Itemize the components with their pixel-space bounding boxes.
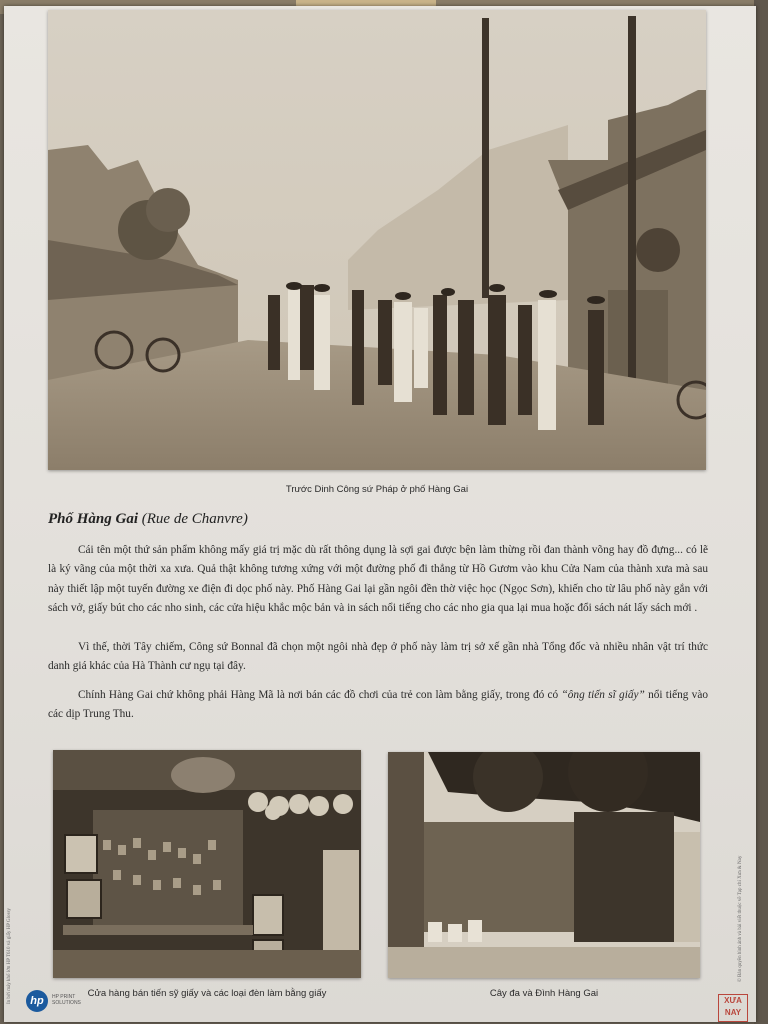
print-credit bbox=[7, 876, 17, 1006]
copyright-credit-text: © Bản quyền hình ảnh và bài viết thuộc về Tạp chí Xưa & Nay bbox=[738, 855, 743, 982]
copyright-credit bbox=[738, 855, 748, 984]
hp-sponsor-text: HP PRINT SOLUTIONS bbox=[52, 994, 81, 1006]
article-title-main: Phố Hàng Gai bbox=[48, 511, 139, 527]
article-title bbox=[48, 511, 248, 528]
right-photo-banyan-temple bbox=[388, 752, 700, 978]
left-photo-paper-shop bbox=[53, 750, 361, 978]
exhibit-board bbox=[4, 6, 756, 1022]
print-credit-text: In bởi máy khổ lớn HP T610 và giấy HP Glossy bbox=[7, 908, 12, 1004]
paragraph-3-end: nổi tiếng vào các dịp Trung Thu. bbox=[48, 689, 708, 721]
hp-logo-icon: hp bbox=[26, 990, 48, 1012]
paragraph-3 bbox=[48, 686, 708, 725]
paragraph-2: Vì thế, thời Tây chiếm, Công sứ Bonnal đã chọn một ngôi nhà đẹp ở phố này làm trị sở xế gần nhà Tổng đốc và nhiều nhân vật trí thức danh giá khác của Hà Thành cư ngụ tại đây. bbox=[48, 641, 708, 673]
paragraph-1: Cái tên một thứ sản phẩm không mấy giá trị mặc dù rất thông dụng là sợi gai được bện làm thừng rồi đan thành võng hay đồ đựng... có lẽ là ký vãng của một thời xa xưa. Quả thật không tương xứng với một đường phố đi thẳng từ Hồ Gươm vào khu Cửa Nam của thành xưa mà sau này thiết lập một tuyến đường xe điện đi dọc phố này. Phố Hàng Gai lại gần ngôi đền thờ việc học (Ngọc Sơn), khiến cho từ lâu phố này gắn với sách vở, giấy bút cho các nho sinh, các cửa hiệu khắc mộc bản và in sách nổi tiếng cho các nho gia qua lại mua hoặc đổi sách nát lấy sách mới . bbox=[48, 544, 708, 615]
article-title-subtitle: (Rue de Chanvre) bbox=[141, 511, 248, 527]
wall-shadow bbox=[754, 0, 768, 1024]
left-photo-caption: Cửa hàng bán tiến sỹ giấy và các loại đèn làm bằng giấy bbox=[87, 988, 327, 999]
paragraph-3-start: Chính Hàng Gai chứ không phải Hàng Mã là nơi bán các đồ chơi của trẻ con làm bằng giấy, trong đó có bbox=[78, 689, 559, 701]
main-photo-street-scene bbox=[48, 10, 706, 470]
right-photo-caption: Cây đa và Đình Hàng Gai bbox=[489, 988, 599, 999]
main-photo-caption: Trước Dinh Công sứ Pháp ở phố Hàng Gai bbox=[285, 484, 469, 495]
paragraph-3-quote: “ông tiến sĩ giấy” bbox=[561, 689, 645, 701]
xua-nay-logo-icon: XƯA NAY bbox=[718, 994, 748, 1022]
